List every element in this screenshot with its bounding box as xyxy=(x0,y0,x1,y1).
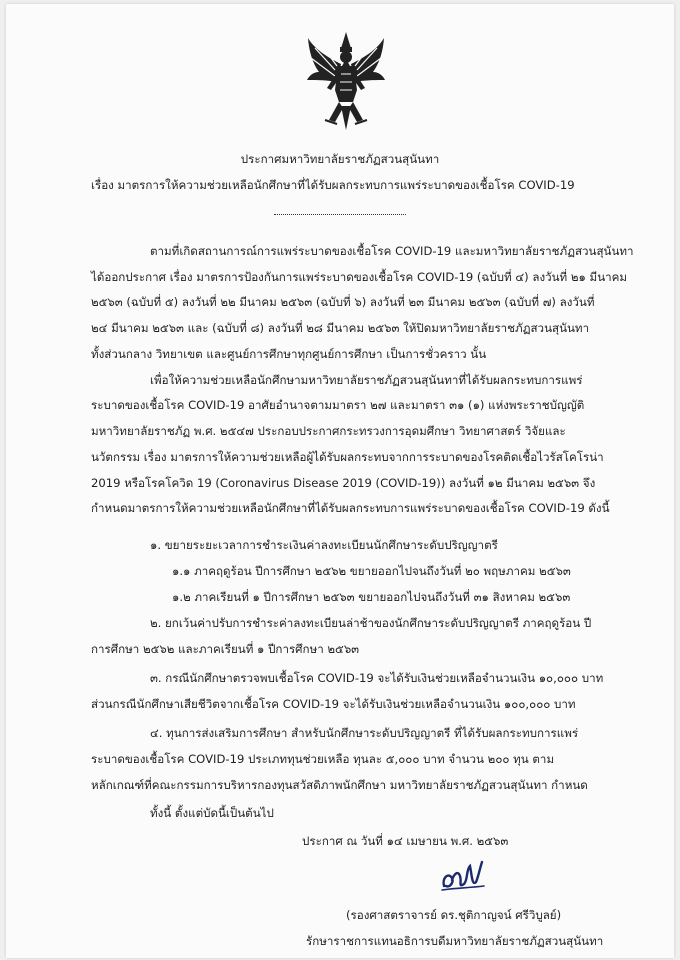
signature-icon xyxy=(438,856,488,900)
measure-item-1-1: ๑.๑ ภาคฤดูร้อน ปีการศึกษา ๒๕๖๒ ขยายออกไปจนถึงวันที่ ๒๐ พฤษภาคม ๒๕๖๓ xyxy=(172,564,571,578)
para2-line: เพื่อให้ความช่วยเหลือนักศึกษามหาวิทยาลัยราชภัฏสวนสุนันทาที่ได้รับผลกระทบการแพร่ xyxy=(150,373,583,387)
para2-line: กำหนดมาตรการให้ความช่วยเหลือนักศึกษาที่ได้รับผลกระทบการแพร่ระบาดของเชื้อโรค COVID-19 ดังนี้ xyxy=(91,501,610,515)
para1-line: ตามที่เกิดสถานการณ์การแพร่ระบาดของเชื้อโรค COVID-19 และมหาวิทยาลัยราชภัฏสวนสุนันทา xyxy=(150,244,634,258)
measure-item-1-2: ๑.๒ ภาคเรียนที่ ๑ ปีการศึกษา ๒๕๖๓ ขยายออกไปจนถึงวันที่ ๓๑ สิงหาคม ๒๕๖๓ xyxy=(172,590,571,604)
signatory-position: รักษาราชการแทนอธิการบดีมหาวิทยาลัยราชภัฏสวนสุนันทา xyxy=(306,934,604,948)
measure-item-3-line: ส่วนกรณีนักศึกษาเสียชีวิตจากเชื้อโรค COVID-19 จะได้รับเงินช่วยเหลือจำนวนเงิน ๑๐๐,๐๐๐ บาท xyxy=(91,697,576,711)
para2-line: มหาวิทยาลัยราชภัฏ พ.ศ. ๒๕๔๗ ประกอบประกาศกระทรวงการอุดมศึกษา วิทยาศาสตร์ วิจัยและ xyxy=(91,424,566,438)
para2-line: นวัตกรรม เรื่อง มาตรการให้ความช่วยเหลือผู้ได้รับผลกระทบจากการระบาดของโรคติดเชื้อไวรัสโคโรน่า xyxy=(91,450,604,464)
signatory-name: (รองศาสตราจารย์ ดร.ชุติกาญจน์ ศรีวิบูลย์) xyxy=(346,908,562,922)
garuda-emblem-icon xyxy=(305,30,387,132)
effective-statement: ทั้งนี้ ตั้งแต่บัดนี้เป็นต้นไป xyxy=(150,806,274,820)
para1-line: ทั้งส่วนกลาง วิทยาเขต และศูนย์การศึกษาทุกศูนย์การศึกษา เป็นการชั่วคราว นั้น xyxy=(91,347,487,361)
measure-item-3: ๓. กรณีนักศึกษาตรวจพบเชื้อโรค COVID-19 จะได้รับเงินช่วยเหลือจำนวนเงิน ๑๐,๐๐๐ บาท xyxy=(150,671,604,685)
para1-line: ๒๔ มีนาคม ๒๕๖๓ และ (ฉบับที่ ๘) ลงวันที่ ๒๘ มีนาคม ๒๕๖๓ ให้ปิดมหาวิทยาลัยราชภัฏสวนสุนันทา xyxy=(91,321,590,335)
measure-item-4: ๔. ทุนการส่งเสริมการศึกษา สำหรับนักศึกษาระดับปริญญาตรี ที่ได้รับผลกระทบการแพร่ xyxy=(150,726,579,740)
measure-item-4-line: ระบาดของเชื้อโรค COVID-19 ประเภททุนช่วยเหลือ ทุนละ ๕,๐๐๐ บาท จำนวน ๒๐๐ ทุน ตาม xyxy=(91,752,555,766)
measure-item-4-line: หลักเกณฑ์ที่คณะกรรมการบริหารกองทุนสวัสดิภาพนักศึกษา มหาวิทยาลัยราชภัฏสวนสุนันทา กำหนด xyxy=(91,778,588,792)
dotted-divider xyxy=(274,214,406,215)
measure-item-2-line: การศึกษา ๒๕๖๒ และภาคเรียนที่ ๑ ปีการศึกษา ๒๕๖๓ xyxy=(91,642,360,656)
announcement-page xyxy=(6,4,674,958)
para2-line: 2019 หรือโรคโควิด 19 (Coronavirus Disease 2019 (COVID-19)) ลงวันที่ ๑๒ มีนาคม ๒๕๖๓ จึง xyxy=(91,476,596,490)
announcement-title: ประกาศมหาวิทยาลัยราชภัฏสวนสุนันทา xyxy=(240,152,440,166)
measure-item-2: ๒. ยกเว้นค่าปรับการชำระค่าลงทะเบียนล่าช้าของนักศึกษาระดับปริญญาตรี ภาคฤดูร้อน ปี xyxy=(150,616,592,630)
para2-line: ระบาดของเชื้อโรค COVID-19 อาศัยอำนาจตามมาตรา ๒๗ และมาตรา ๓๑ (๑) แห่งพระราชบัญญัติ xyxy=(91,398,585,412)
para1-line: ๒๕๖๓ (ฉบับที่ ๕) ลงวันที่ ๒๒ มีนาคม ๒๕๖๓ (ฉบับที่ ๖) ลงวันที่ ๒๓ มีนาคม ๒๕๖๓ (ฉบับที่ ๗) ลงวันที่ xyxy=(91,295,595,309)
announcement-subject: เรื่อง มาตรการให้ความช่วยเหลือนักศึกษาที่ได้รับผลกระทบการแพร่ระบาดของเชื้อโรค COVID-19 xyxy=(91,178,575,192)
measure-item-1: ๑. ขยายระยะเวลาการชำระเงินค่าลงทะเบียนนักศึกษาระดับปริญญาตรี xyxy=(150,538,498,552)
para1-line: ได้ออกประกาศ เรื่อง มาตรการป้องกันการแพร่ระบาดของเชื้อโรค COVID-19 (ฉบับที่ ๔) ลงวันที่ ๒๑ มีนาคม xyxy=(91,270,628,284)
announcement-dateline: ประกาศ ณ วันที่ ๑๔ เมษายน พ.ศ. ๒๕๖๓ xyxy=(302,834,509,848)
